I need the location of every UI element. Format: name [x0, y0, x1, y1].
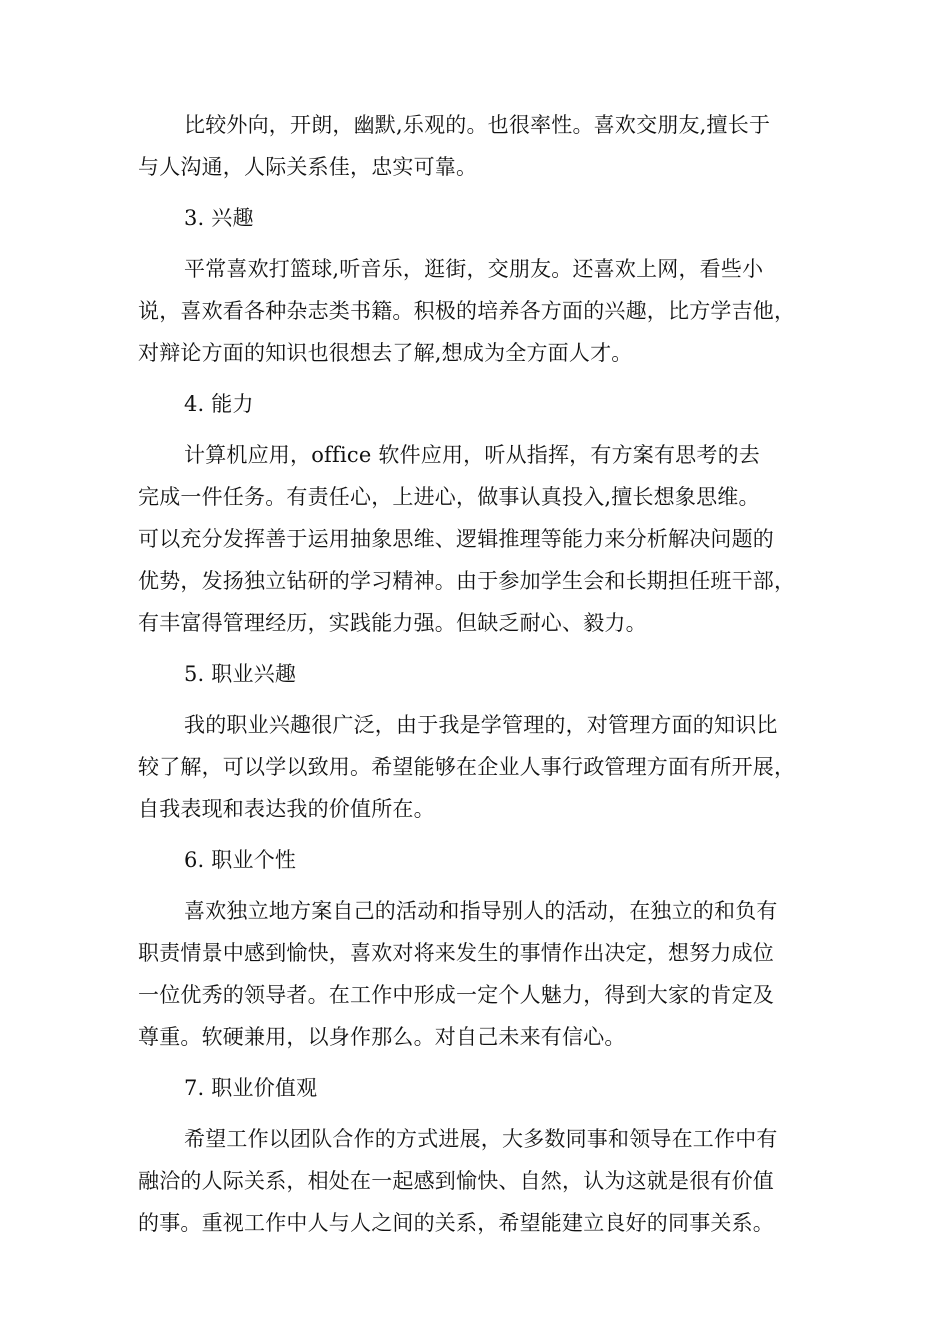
- document-body: [138, 104, 828, 1244]
- paragraph-line: 一位优秀的领导者。在工作中形成一定个人魅力，得到大家的肯定及: [138, 983, 774, 1007]
- paragraph-line: 融洽的人际关系，相处在一起感到愉快、自然，认为这就是很有价值: [138, 1169, 774, 1193]
- paragraph-line: 职责情景中感到愉快，喜欢对将来发生的事情作出决定，想努力成位: [138, 941, 774, 965]
- section-heading: 5. 职业兴趣: [184, 662, 297, 686]
- paragraph-line: 说，喜欢看各种杂志类书籍。积极的培养各方面的兴趣，比方学吉他，: [138, 299, 796, 323]
- section-heading: 7. 职业价值观: [184, 1076, 318, 1100]
- paragraph-line: 优势，发扬独立钻研的学习精神。由于参加学生会和长期担任班干部，: [138, 569, 796, 593]
- section-heading: 6. 职业个性: [184, 848, 297, 872]
- paragraph-line: 喜欢独立地方案自己的活动和指导别人的活动，在独立的和负有: [184, 899, 778, 923]
- section-heading: 3. 兴趣: [184, 206, 254, 230]
- paragraph-line: 平常喜欢打篮球,听音乐，逛街，交朋友。还喜欢上网，看些小: [184, 257, 764, 281]
- paragraph-line: 比较外向，开朗，幽默,乐观的。也很率性。喜欢交朋友,擅长于: [184, 113, 771, 137]
- paragraph-line: 自我表现和表达我的价值所在。: [138, 797, 435, 821]
- paragraph-line: 与人沟通，人际关系佳，忠实可靠。: [138, 155, 478, 179]
- paragraph-line: 有丰富得管理经历，实践能力强。但缺乏耐心、毅力。: [138, 611, 647, 635]
- paragraph-line: 可以充分发挥善于运用抽象思维、逻辑推理等能力来分析解决问题的: [138, 527, 774, 551]
- paragraph-line: 希望工作以团队合作的方式进展，大多数同事和领导在工作中有: [184, 1127, 778, 1151]
- paragraph-line: 尊重。软硬兼用，以身作那么。对自己未来有信心。: [138, 1025, 626, 1049]
- paragraph-line: 完成一件任务。有责任心，上进心，做事认真投入,擅长想象思维。: [138, 485, 760, 509]
- section-heading: 4. 能力: [184, 392, 254, 416]
- paragraph-line: 较了解，可以学以致用。希望能够在企业人事行政管理方面有所开展，: [138, 755, 796, 779]
- paragraph-line: 我的职业兴趣很广泛，由于我是学管理的，对管理方面的知识比: [184, 713, 778, 737]
- paragraph-line: 的事。重视工作中人与人之间的关系，希望能建立良好的同事关系。: [138, 1211, 774, 1235]
- paragraph-line: 对辩论方面的知识也很想去了解,想成为全方面人才。: [138, 341, 633, 365]
- paragraph-line: 计算机应用，office 软件应用，听从指挥，有方案有思考的去: [184, 443, 760, 467]
